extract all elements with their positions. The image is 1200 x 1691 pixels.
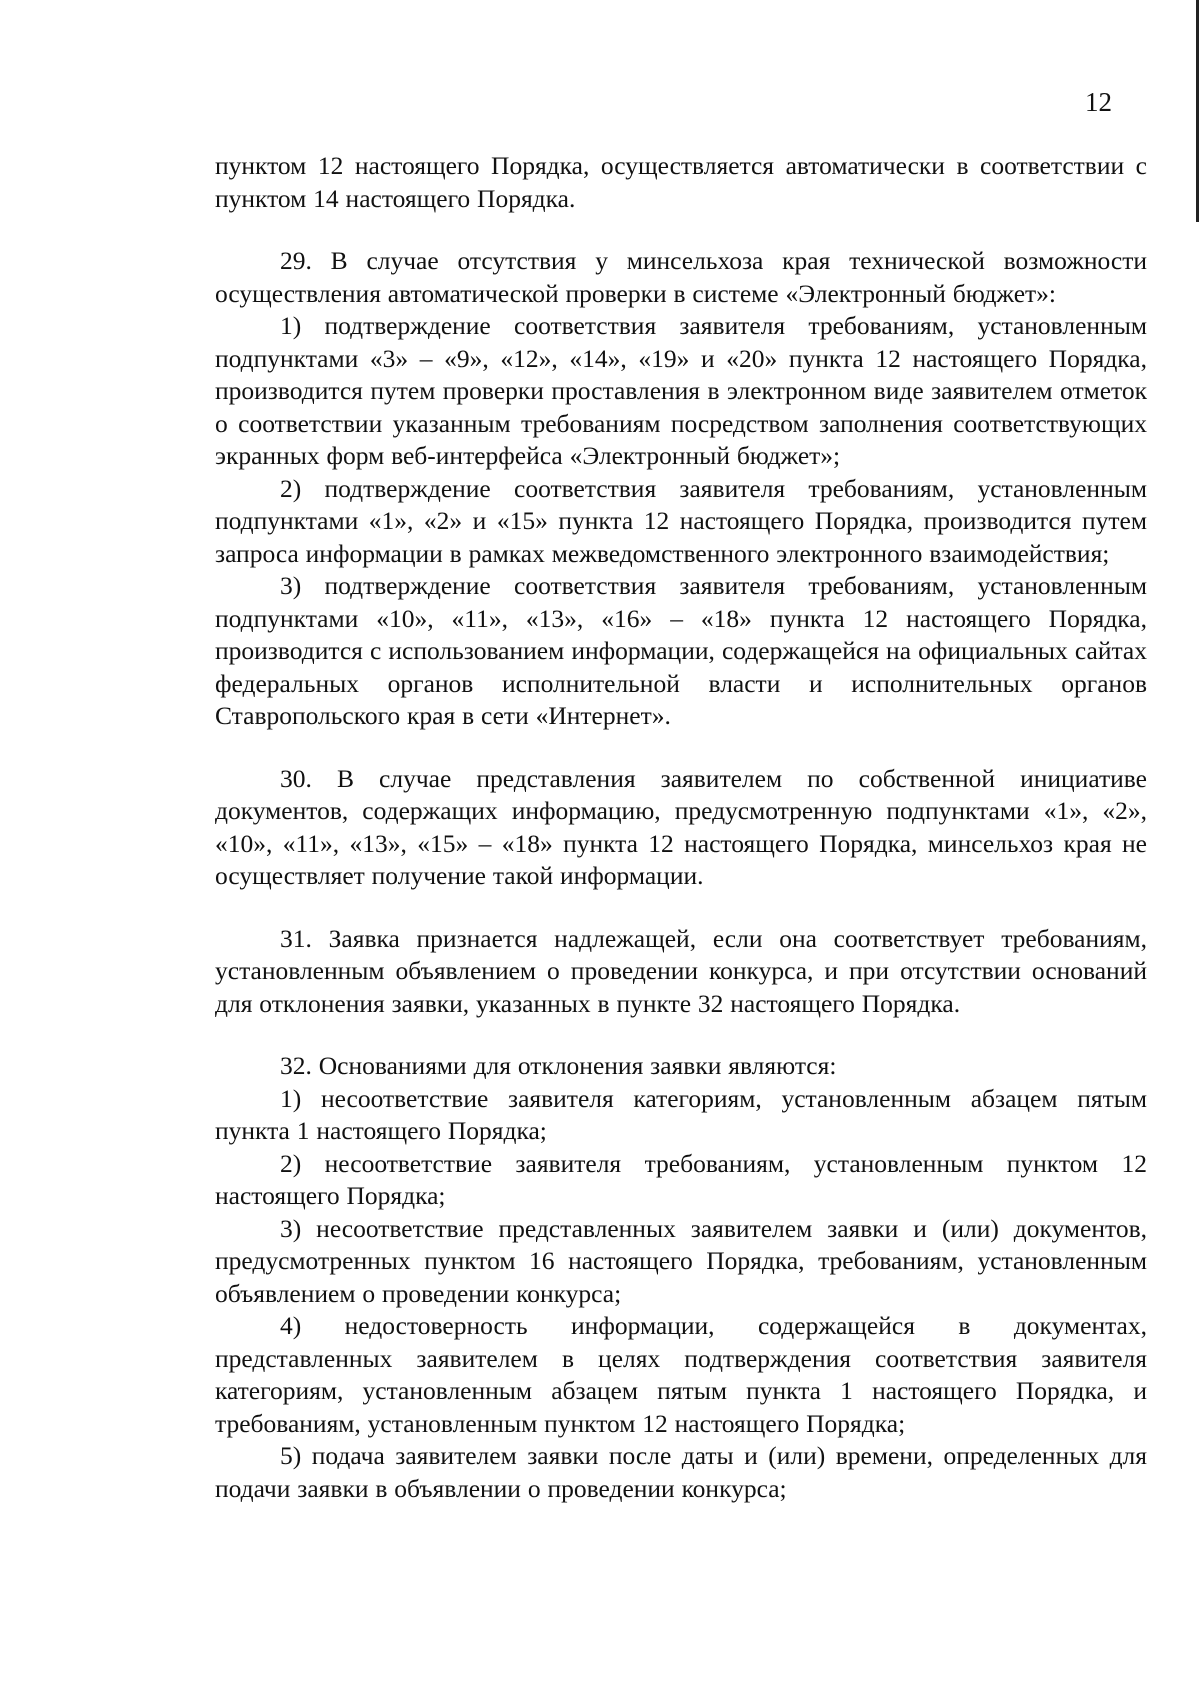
paragraph-31: 31. Заявка признается надлежащей, если она соответствует требованиям, установленным объявлением о проведении конкурса, и при отсутствии оснований для отклонения заявки, указанных в пункте 32 настоящего Порядка. [215,923,1147,1018]
paragraph-30: 30. В случае представления заявителем по собственной инициативе документов, содержащих информацию, предусмотренную подпунктами «1», «2», «10», «11», «13», «15» – «18» пункта 12 настоящего Порядка, минсельхоз края не осуществляет получение такой информации. [215,763,1147,890]
paragraph-32-item-1: 1) несоответствие заявителя категориям, установленным абзацем пятым пункта 1 настоящего Порядка; [215,1083,1147,1145]
paragraph-continuation: пунктом 12 настоящего Порядка, осуществляется автоматически в соответствии с пунктом 14 настоящего Порядка. [215,151,1147,213]
paragraph-32-item-3: 3) несоответствие представленных заявителем заявки и (или) документов, предусмотренных пунктом 16 настоящего Порядка, требованиям, установленным объявлением о проведении конкурса; [215,1213,1147,1308]
paragraph-32-item-4: 4) недостоверность информации, содержащейся в документах, представленных заявителем в целях подтверждения соответствия заявителя категориям, установленным абзацем пятым пункта 1 настоящего Порядка, и требованиям, установленным пунктом 12 настоящего Порядка; [215,1311,1147,1438]
paragraph-29: 29. В случае отсутствия у минсельхоза края технической возможности осуществления автоматической проверки в системе «Электронный бюджет»: [215,246,1147,308]
paragraph-32-item-2: 2) несоответствие заявителя требованиям, установленным пунктом 12 настоящего Порядка; [215,1148,1147,1210]
scan-edge-line [1196,0,1199,222]
paragraph-29-item-1: 1) подтверждение соответствия заявителя требованиям, установленным подпунктами «3» – «9», «12», «14», «19» и «20» пункта 12 настоящего Порядка, производится путем проверки проставления в электронном виде заявителем отметок о соответствии указанным требованиям посредством заполнения соответствующих экранных форм веб-интерфейса «Электронный бюджет»; [215,311,1147,470]
paragraph-29-item-2: 2) подтверждение соответствия заявителя требованиям, установленным подпунктами «1», «2» и «15» пункта 12 настоящего Порядка, производится путем запроса информации в рамках межведомственного электронного взаимодействия; [215,473,1147,568]
paragraph-32-item-5: 5) подача заявителем заявки после даты и (или) времени, определенных для подачи заявки в объявлении о проведении конкурса; [215,1441,1147,1503]
document-body [215,150,1147,1505]
page-number: 12 [1085,87,1112,117]
paragraph-32: 32. Основаниями для отклонения заявки являются: [280,1051,837,1080]
paragraph-29-item-3: 3) подтверждение соответствия заявителя требованиям, установленным подпунктами «10», «11», «13», «16» – «18» пункта 12 настоящего Порядка, производится с использованием информации, содержащейся на официальных сайтах федеральных органов исполнительной власти и исполнительных органов Ставропольского края в сети «Интернет». [215,571,1147,730]
